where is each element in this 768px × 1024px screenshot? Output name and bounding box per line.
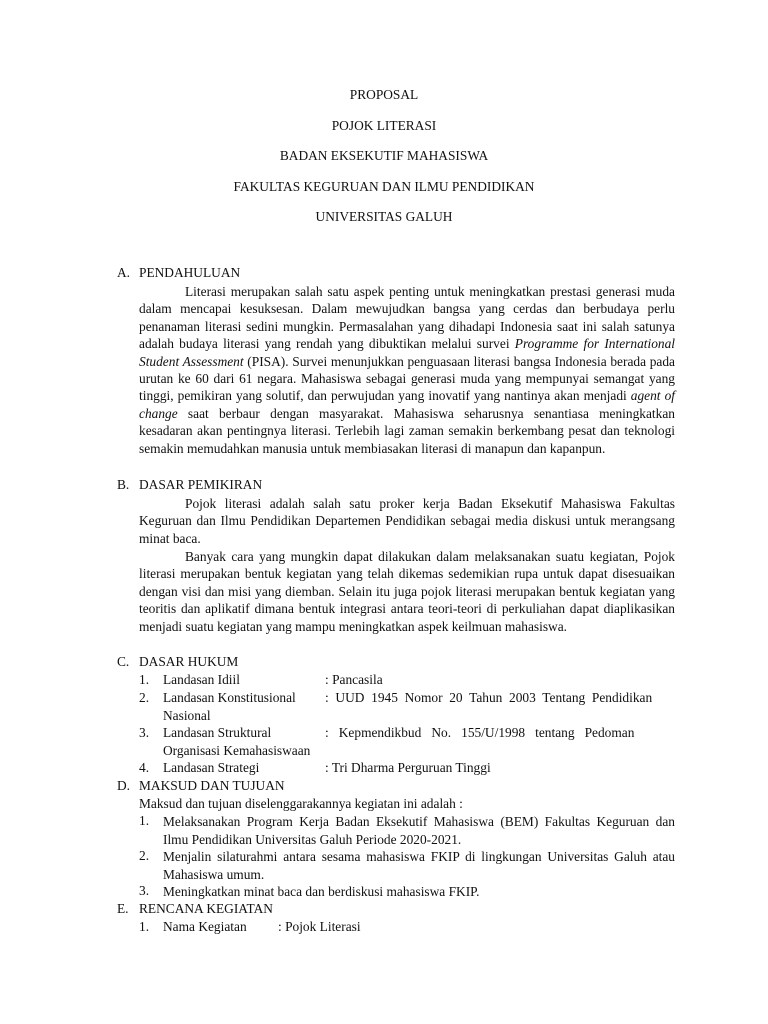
- section-heading-pendahuluan: [117, 265, 240, 281]
- list-number: 3.: [139, 883, 150, 898]
- title-line: PROPOSAL: [349, 87, 419, 102]
- section-letter: D.: [117, 778, 131, 793]
- list-number: 2.: [139, 848, 150, 863]
- dasar-pemikiran-paragraph-1: Pojok literasi adalah salah satu proker kerja Badan Eksekutif Mahasiswa Fakultas Keguruan dan Ilmu Pendidikan Departemen Pendidikan sebagai media diskusi untuk merangsang minat baca.: [139, 496, 675, 546]
- section-letter: C.: [117, 654, 130, 669]
- section-heading-rencana-kegiatan: [117, 901, 273, 917]
- title-line: BADAN EKSEKUTIF MAHASISWA: [279, 148, 489, 163]
- italic-term: Programme for International Student Assessment: [139, 336, 676, 369]
- pendahuluan-paragraph: [139, 283, 675, 457]
- list-label: Landasan Konstitusional: [163, 690, 296, 705]
- list-number: 3.: [139, 725, 150, 740]
- list-label: Nama Kegiatan: [163, 919, 247, 934]
- title-line: FAKULTAS KEGURUAN DAN ILMU PENDIDIKAN: [233, 178, 535, 194]
- list-value: : Pojok Literasi: [278, 919, 361, 934]
- section-heading-dasar-pemikiran: [117, 477, 262, 493]
- text-run: (PISA). Survei menunjukkan penguasaan literasi bangsa Indonesia berada pada urutan ke 60 dari 61 negara. Mahasiswa sebagai generasi muda yang mempunyai semangat yang tinggi, pemikiran yang solutif, dan perwujudan yang inovatif yang nantinya akan menjadi: [139, 353, 675, 404]
- list-value: : Pancasila: [325, 672, 383, 687]
- list-text: Meningkatkan minat baca dan berdiskusi mahasiswa FKIP.: [163, 884, 480, 899]
- list-value: : Tri Dharma Perguruan Tinggi: [325, 760, 491, 775]
- list-value: : UUD 1945 Nomor 20 Tahun 2003 Tentang Pendidikan: [325, 690, 653, 705]
- section-title: PENDAHULUAN: [139, 265, 241, 280]
- title-line: UNIVERSITAS GALUH: [315, 209, 453, 224]
- list-value-continued: Nasional: [163, 708, 211, 723]
- list-number: 4.: [139, 760, 150, 775]
- italic-term: agent of change: [139, 388, 675, 421]
- list-number: 1.: [139, 813, 150, 828]
- list-text: Menjalin silaturahmi antara sesama mahasiswa FKIP di lingkungan Universitas Galuh atau Mahasiswa umum.: [163, 849, 675, 882]
- section-title: RENCANA KEGIATAN: [139, 901, 273, 916]
- list-number: 2.: [139, 690, 150, 705]
- text-run: saat berbaur dengan masyarakat. Mahasiswa seharusnya senantiasa meningkatkan kesadaran akan pentingnya literasi. Terlebih lagi zaman semakin berkembang pesat dan teknologi semakin memudahkan manusia untuk membiasakan literasi di manapun dan kapanpun.: [139, 405, 675, 456]
- list-number: 1.: [139, 672, 150, 687]
- section-title: MAKSUD DAN TUJUAN: [139, 778, 285, 793]
- list-label: Landasan Strategi: [163, 760, 260, 775]
- section-letter: E.: [117, 901, 129, 916]
- list-value-continued: Organisasi Kemahasiswaan: [163, 743, 311, 758]
- list-number: 1.: [139, 919, 150, 934]
- section-title: DASAR PEMIKIRAN: [139, 477, 263, 492]
- list-value: : Kepmendikbud No. 155/U/1998 tentang Pedoman: [325, 725, 635, 740]
- section-title: DASAR HUKUM: [139, 654, 239, 669]
- dasar-pemikiran-paragraph-2: Banyak cara yang mungkin dapat dilakukan dalam melaksanakan suatu kegiatan, Pojok literasi merupakan bentuk kegiatan yang telah dikemas sedemikian rupa untuk dapat disesuaikan dengan visi dan misi yang diemban. Selain itu juga pojok literasi merupakan bentuk kegiatan yang teoritis dan aplikatif dimana bentuk integrasi antara teori-teori di perkuliahan dapat diaplikasikan menjadi suatu kegiatan yang mampu meningkatkan aspek keilmuan mahasiswa.: [139, 549, 675, 634]
- section-letter: B.: [117, 477, 130, 492]
- section-heading-dasar-hukum: [117, 654, 238, 670]
- list-label: Landasan Idiil: [163, 672, 240, 687]
- list-text: Melaksanakan Program Kerja Badan Eksekutif Mahasiswa (BEM) Fakultas Keguruan dan Ilmu Pendidikan Universitas Galuh Periode 2020-2021.: [163, 814, 675, 847]
- list-label: Landasan Struktural: [163, 725, 272, 740]
- title-line: POJOK LITERASI: [331, 117, 437, 133]
- section-heading-maksud-tujuan: [117, 778, 285, 794]
- text-run: Literasi merupakan salah satu aspek penting untuk meningkatkan prestasi generasi muda dalam mencapai kesuksesan. Dalam mewujudkan bangsa yang cerdas dan berbudaya perlu penanaman literasi sedini mungkin. Permasalahan yang dihadapi Indonesia saat ini salah satunya adalah budaya literasi yang rendah yang dibuktikan melalui survei: [139, 284, 675, 352]
- maksud-intro: Maksud dan tujuan diselenggarakannya kegiatan ini adalah :: [139, 796, 463, 811]
- section-letter: A.: [117, 265, 131, 280]
- title-block: [0, 87, 768, 240]
